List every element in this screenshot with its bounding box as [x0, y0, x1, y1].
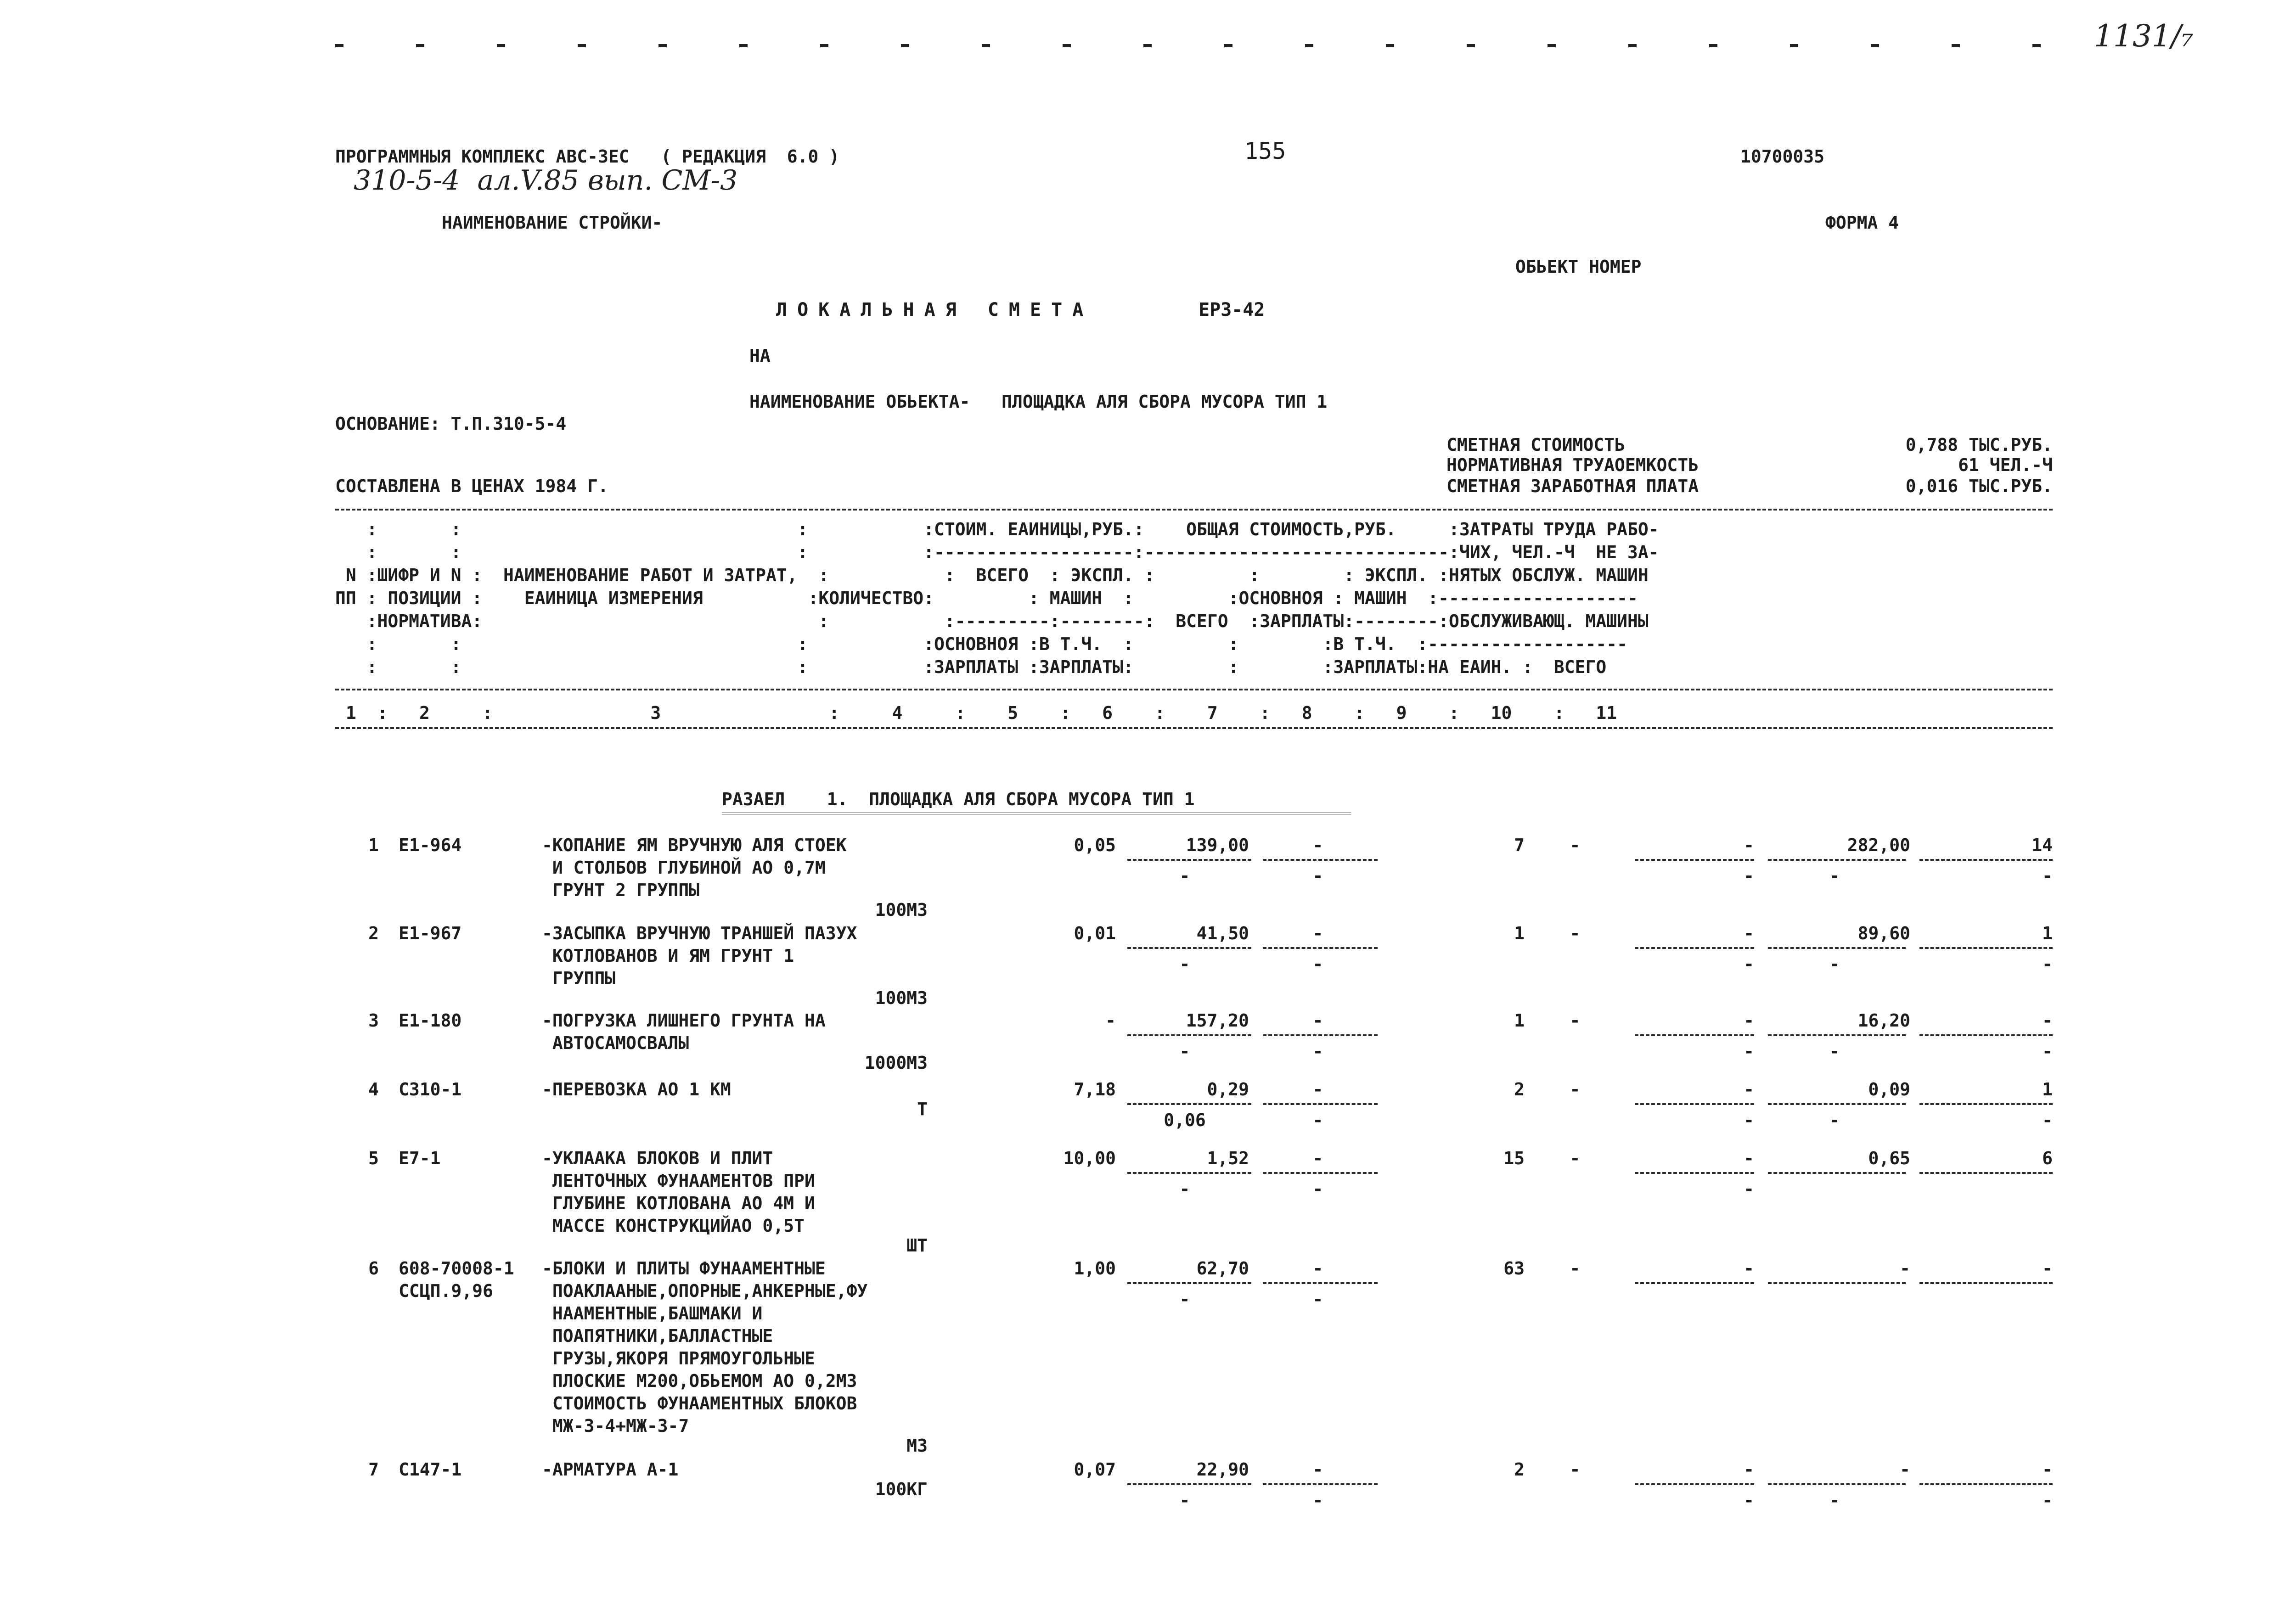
machine-cost: -	[1312, 1079, 1323, 1100]
perforation-dash	[497, 44, 505, 47]
summary-label-cost: СМЕТНАЯ СТОИМОСТЬ	[1446, 435, 1625, 455]
cell-separator	[1263, 1172, 1378, 1174]
labor-total: -	[2042, 1459, 2053, 1480]
cell-separator	[1263, 1483, 1378, 1485]
object-number-label: ОБЬЕКТ НОМЕР	[1515, 257, 1642, 277]
quantity: -	[1105, 1010, 1116, 1031]
row-number: 1	[368, 835, 379, 855]
work-name-line: ГРУЗЫ,ЯКОРЯ ПРЯМОУГОЛЬНЫЕ	[542, 1348, 815, 1369]
base-wage-per-unit: -	[1179, 1289, 1190, 1309]
handwritten-reference: 310-5-4 ал.V.85 вып. СМ-3	[354, 164, 738, 196]
cell-separator	[1127, 1282, 1251, 1284]
perforation-dash	[1790, 44, 1798, 47]
summary-label-wages: СМЕТНАЯ ЗАРАБОТНАЯ ПЛАТА	[1446, 476, 1699, 496]
work-name-line: -ПЕРЕВОЗКА АО 1 КМ	[542, 1079, 731, 1100]
work-name-line: КОТЛОВАНОВ И ЯМ ГРУНТ 1	[542, 946, 794, 966]
machine-total: -	[1744, 923, 1754, 943]
work-name-line: ГЛУБИНЕ КОТЛОВАНА АО 4М И	[542, 1193, 815, 1213]
quantity: 0,01	[1074, 923, 1116, 943]
total-cost: 2	[1514, 1079, 1525, 1100]
service-labor-total: -	[2042, 954, 2053, 974]
perforation-dash	[416, 44, 424, 47]
labor-per-unit: -	[1900, 1459, 1910, 1480]
work-name-line: -ЗАСЫПКА ВРУЧНУЮ ТРАНШЕЙ ПАЗУХ	[542, 923, 857, 943]
unit-of-measure: 100М3	[875, 988, 928, 1008]
cell-separator	[1768, 1483, 1906, 1485]
total-cost: 1	[1514, 923, 1525, 943]
base-wages: -	[1570, 1010, 1581, 1031]
machine-wages-total: -	[1744, 1179, 1754, 1199]
cell-separator	[1263, 1282, 1378, 1284]
base-wage-per-unit: -	[1179, 954, 1190, 974]
machine-total: -	[1744, 1148, 1754, 1168]
cell-separator	[1768, 1034, 1906, 1036]
norm-code-secondary: ССЦП.9,96	[399, 1281, 493, 1301]
total-cost: 63	[1503, 1258, 1525, 1279]
quantity: 0,07	[1074, 1459, 1116, 1480]
form-number: ФОРМА 4	[1825, 213, 1899, 233]
perforation-dash	[1386, 44, 1394, 47]
labor-per-unit: -	[1900, 1258, 1910, 1279]
header-line: : : : :ОСНОВНОЯ :В Т.Ч. : : :В Т.Ч. :-------------------	[335, 634, 1627, 654]
work-name-line: ЛЕНТОЧНЫХ ФУНААМЕНТОВ ПРИ	[542, 1171, 815, 1191]
machine-cost: -	[1312, 1459, 1323, 1480]
unit-of-measure: 1000М3	[864, 1053, 928, 1073]
perforation-dash	[335, 44, 343, 47]
service-labor-per-unit: -	[1829, 1041, 1840, 1061]
header-line: ПП : ПОЗИЦИИ : ЕАИНИЦА ИЗМЕРЕНИЯ :КОЛИЧЕСТВО: : МАШИН : :ОСНОВНОЯ : МАШИН :-------------------	[335, 588, 1638, 608]
work-name-line: ГРУНТ 2 ГРУППЫ	[542, 880, 700, 900]
base-wage-per-unit: -	[1179, 1041, 1190, 1061]
machine-wages-total: -	[1744, 866, 1754, 886]
cell-separator	[1127, 1103, 1251, 1105]
cell-separator	[1919, 1483, 2053, 1485]
base-wage-per-unit: 0,06	[1164, 1110, 1206, 1130]
service-labor-total: -	[2042, 866, 2053, 886]
labor-total: 1	[2042, 923, 2053, 943]
service-labor-total: -	[2042, 1041, 2053, 1061]
cell-separator	[1919, 1282, 2053, 1284]
unit-of-measure: М3	[906, 1436, 928, 1456]
machine-wages-total: -	[1744, 1110, 1754, 1130]
row-number: 4	[368, 1079, 379, 1100]
base-wages: -	[1570, 1258, 1581, 1279]
perforation-dash	[1224, 44, 1232, 47]
labor-per-unit: 0,09	[1868, 1079, 1910, 1100]
work-name-line: -БЛОКИ И ПЛИТЫ ФУНААМЕНТНЫЕ	[542, 1258, 826, 1279]
machine-cost: -	[1312, 1010, 1323, 1031]
work-name-line: ГРУППЫ	[542, 968, 616, 988]
total-cost: 15	[1503, 1148, 1525, 1168]
labor-per-unit: 282,00	[1847, 835, 1910, 855]
cell-separator	[1768, 1103, 1906, 1105]
cell-separator	[1635, 1172, 1754, 1174]
object-name: НАИМЕНОВАНИЕ ОБЬЕКТА- ПЛОЩАДКА АЛЯ СБОРА МУСОРА ТИП 1	[749, 392, 1328, 412]
service-labor-per-unit: -	[1829, 954, 1840, 974]
base-wages: -	[1570, 1079, 1581, 1100]
cell-separator	[1263, 1103, 1378, 1105]
document-code: 10700035	[1740, 146, 1825, 167]
perforation-dash	[1305, 44, 1313, 47]
cell-separator	[1127, 1172, 1251, 1174]
cell-separator	[1919, 859, 2053, 861]
cell-separator	[1127, 859, 1251, 861]
labor-total: -	[2042, 1010, 2053, 1031]
work-name-line: ПЛОСКИЕ М200,ОБЬЕМОМ АО 0,2М3	[542, 1371, 857, 1391]
header-rule-top	[335, 509, 2053, 510]
service-labor-total: -	[2042, 1110, 2053, 1130]
total-cost: 7	[1514, 835, 1525, 855]
perforation-dash	[1548, 44, 1556, 47]
cell-separator	[1635, 1034, 1754, 1036]
machine-wage-per-unit: -	[1312, 1041, 1323, 1061]
construction-name-label: НАИМЕНОВАНИЕ СТРОЙКИ-	[442, 213, 663, 233]
section-heading: РАЗАЕЛ 1. ПЛОЩАДКА АЛЯ СБОРА МУСОРА ТИП 1	[722, 789, 1195, 809]
machine-wage-per-unit: -	[1312, 1110, 1323, 1130]
cell-separator	[1635, 1483, 1754, 1485]
unit-price: 157,20	[1186, 1010, 1249, 1031]
cell-separator	[1127, 947, 1251, 949]
quantity: 1,00	[1074, 1258, 1116, 1279]
section-underline	[722, 813, 1351, 817]
perforation-dash	[1063, 44, 1071, 47]
machine-wage-per-unit: -	[1312, 1490, 1323, 1510]
perforation-dash	[1628, 44, 1637, 47]
machine-cost: -	[1312, 1148, 1323, 1168]
summary-value-wages: 0,016 ТЫС.РУБ.	[1905, 476, 2053, 496]
work-name-line: -УКЛААКА БЛОКОВ И ПЛИТ	[542, 1148, 773, 1168]
norm-code: С310-1	[399, 1079, 462, 1100]
machine-wage-per-unit: -	[1312, 954, 1323, 974]
work-name-line: И СТОЛБОВ ГЛУБИНОЙ АО 0,7М	[542, 858, 826, 878]
summary-value-cost: 0,788 ТЫС.РУБ.	[1905, 435, 2053, 455]
summary-label-labor: НОРМАТИВНАЯ ТРУАОЕМКОСТЬ	[1446, 455, 1699, 475]
quantity: 0,05	[1074, 835, 1116, 855]
machine-cost: -	[1312, 835, 1323, 855]
header-line: N :ШИФР И N : НАИМЕНОВАНИЕ РАБОТ И ЗАТРАТ, : : ВСЕГО : ЭКСПЛ. : : : ЭКСПЛ. :НЯТЫХ ОБСЛУЖ. МАШИН	[335, 565, 1649, 585]
labor-total: -	[2042, 1258, 2053, 1279]
base-wage-per-unit: -	[1179, 866, 1190, 886]
machine-total: -	[1744, 1010, 1754, 1031]
service-labor-per-unit: -	[1829, 1110, 1840, 1130]
machine-wage-per-unit: -	[1312, 1289, 1323, 1309]
work-name-line: -ПОГРУЗКА ЛИШНЕГО ГРУНТА НА	[542, 1010, 826, 1031]
norm-code: С147-1	[399, 1459, 462, 1480]
machine-cost: -	[1312, 923, 1323, 943]
service-labor-per-unit: -	[1829, 866, 1840, 886]
labor-per-unit: 16,20	[1857, 1010, 1910, 1031]
machine-total: -	[1744, 1258, 1754, 1279]
document-title-code: ЕРЗ-42	[1199, 299, 1265, 320]
labor-per-unit: 89,60	[1857, 923, 1910, 943]
total-cost: 2	[1514, 1459, 1525, 1480]
service-labor-total: -	[2042, 1490, 2053, 1510]
cell-separator	[1263, 947, 1378, 949]
work-name-line: АВТОСАМОСВАЛЫ	[542, 1033, 689, 1053]
machine-total: -	[1744, 1459, 1754, 1480]
row-number: 6	[368, 1258, 379, 1279]
cell-separator	[1127, 1034, 1251, 1036]
work-name-line: -АРМАТУРА А-1	[542, 1459, 679, 1480]
header-line: : : : :ЗАРПЛАТЫ :ЗАРПЛАТЫ: : :ЗАРПЛАТЫ:НА ЕАИН. : ВСЕГО	[335, 657, 1607, 677]
cell-separator	[1768, 859, 1906, 861]
perforation-dash	[578, 44, 586, 47]
cell-separator	[1127, 1483, 1251, 1485]
cell-separator	[1263, 1034, 1378, 1036]
column-numbers: 1 : 2 : 3 : 4 : 5 : 6 : 7 : 8 : 9 : 10 : 11	[335, 703, 1617, 723]
unit-price: 22,90	[1196, 1459, 1249, 1480]
work-name-line: -КОПАНИЕ ЯМ ВРУЧНУЮ АЛЯ СТОЕК	[542, 835, 847, 855]
perforation-dash	[739, 44, 748, 47]
labor-per-unit: 0,65	[1868, 1148, 1910, 1168]
cell-separator	[1768, 1172, 1906, 1174]
unit-price: 139,00	[1186, 835, 1249, 855]
norm-code: Е1-180	[399, 1010, 462, 1031]
base-wages: -	[1570, 835, 1581, 855]
cell-separator	[1919, 947, 2053, 949]
work-name-line: МАССЕ КОНСТРУКЦИЙАО 0,5Т	[542, 1216, 805, 1236]
perforation-dash	[1143, 44, 1152, 47]
program-line: ПРОГРАММНЫЯ КОМПЛЕКС АВС-3ЕС ( РЕДАКЦИЯ 6.0 )	[335, 146, 840, 167]
cell-separator	[1635, 859, 1754, 861]
work-name-line: МЖ-3-4+МЖ-3-7	[542, 1416, 689, 1436]
labor-total: 14	[2032, 835, 2053, 855]
perforation-dash	[982, 44, 990, 47]
base-wages: -	[1570, 923, 1581, 943]
norm-code: 608-70008-1	[399, 1258, 514, 1279]
work-name-line: НААМЕНТНЫЕ,БАШМАКИ И	[542, 1303, 763, 1324]
base-wages: -	[1570, 1148, 1581, 1168]
unit-price: 0,29	[1207, 1079, 1249, 1100]
perforation-dash	[1952, 44, 1960, 47]
unit-price: 41,50	[1196, 923, 1249, 943]
perforation-dash	[1871, 44, 1879, 47]
header-rule-bottom	[335, 727, 2053, 729]
header-line: : : : :СТОИМ. ЕАИНИЦЫ,РУБ.: ОБЩАЯ СТОИМОСТЬ,РУБ. :ЗАТРАТЫ ТРУДА РАБО-	[335, 519, 1659, 539]
unit-of-measure: 100КГ	[875, 1479, 928, 1499]
for-label: НА	[749, 346, 771, 366]
cell-separator	[1919, 1172, 2053, 1174]
labor-total: 6	[2042, 1148, 2053, 1168]
row-number: 2	[368, 923, 379, 943]
sheet-mark: 1131/₇	[2094, 18, 2194, 54]
labor-total: 1	[2042, 1079, 2053, 1100]
document-title: ЛОКАЛЬНАЯ СМЕТА	[776, 299, 1094, 320]
work-name-line: СТОИМОСТЬ ФУНААМЕНТНЫХ БЛОКОВ	[542, 1393, 857, 1414]
unit-price: 62,70	[1196, 1258, 1249, 1279]
unit-of-measure: 100М3	[875, 900, 928, 920]
perforation-dash	[2032, 44, 2041, 47]
quantity: 7,18	[1074, 1079, 1116, 1100]
row-number: 3	[368, 1010, 379, 1031]
perforation-dash	[901, 44, 909, 47]
row-number: 7	[368, 1459, 379, 1480]
unit-price: 1,52	[1207, 1148, 1249, 1168]
perforation-dash	[1709, 44, 1717, 47]
machine-cost: -	[1312, 1258, 1323, 1279]
cell-separator	[1919, 1034, 2053, 1036]
machine-wage-per-unit: -	[1312, 1179, 1323, 1199]
cell-separator	[1768, 947, 1906, 949]
service-labor-per-unit: -	[1829, 1490, 1840, 1510]
cell-separator	[1635, 1103, 1754, 1105]
machine-wages-total: -	[1744, 1490, 1754, 1510]
perforation-dash	[820, 44, 828, 47]
summary-value-labor: 61 ЧЕЛ.-Ч	[1958, 455, 2053, 475]
page-number: 155	[1244, 138, 1286, 164]
unit-of-measure: ШТ	[906, 1235, 928, 1256]
machine-wage-per-unit: -	[1312, 866, 1323, 886]
machine-wages-total: -	[1744, 1041, 1754, 1061]
machine-wages-total: -	[1744, 954, 1754, 974]
total-cost: 1	[1514, 1010, 1525, 1031]
machine-total: -	[1744, 1079, 1754, 1100]
base-wage-per-unit: -	[1179, 1490, 1190, 1510]
machine-total: -	[1744, 835, 1754, 855]
cell-separator	[1768, 1282, 1906, 1284]
basis: ОСНОВАНИЕ: Т.П.310-5-4	[335, 414, 567, 434]
cell-separator	[1919, 1103, 2053, 1105]
header-rule-mid	[335, 689, 2053, 690]
cell-separator	[1635, 947, 1754, 949]
header-line: :НОРМАТИВА: : :---------:--------: ВСЕГО :ЗАРПЛАТЫ:--------:ОБСЛУЖИВАЮЩ. МАШИНЫ	[335, 611, 1649, 631]
norm-code: Е1-964	[399, 835, 462, 855]
header-line: : : : :-------------------:-----------------------------:ЧИХ, ЧЕЛ.-Ч НЕ ЗА-	[335, 542, 1659, 562]
norm-code: Е7-1	[399, 1148, 441, 1168]
unit-of-measure: Т	[917, 1099, 928, 1119]
cell-separator	[1635, 1282, 1754, 1284]
cell-separator	[1263, 859, 1378, 861]
perforation-dash	[1467, 44, 1475, 47]
row-number: 5	[368, 1148, 379, 1168]
base-wages: -	[1570, 1459, 1581, 1480]
perforation-dash	[658, 44, 667, 47]
norm-code: Е1-967	[399, 923, 462, 943]
work-name-line: ПОАКЛААНЫЕ,ОПОРНЫЕ,АНКЕРНЫЕ,ФУ	[542, 1281, 868, 1301]
base-wage-per-unit: -	[1179, 1179, 1190, 1199]
work-name-line: ПОАПЯТНИКИ,БАЛЛАСТНЫЕ	[542, 1326, 773, 1346]
quantity: 10,00	[1063, 1148, 1116, 1168]
prices-basis: СОСТАВЛЕНА В ЦЕНАХ 1984 Г.	[335, 476, 608, 496]
